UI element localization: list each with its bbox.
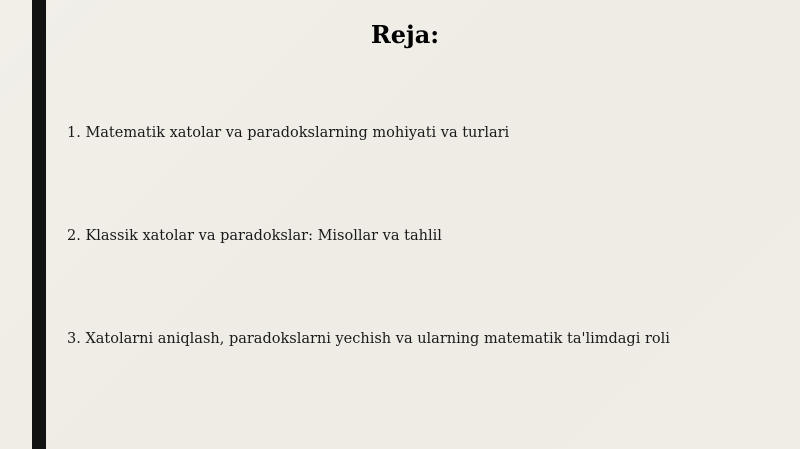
accent-bar xyxy=(32,0,46,449)
plan-item-1: 1. Matematik xatolar va paradokslarning mohiyati va turlari xyxy=(67,125,510,141)
slide-title: Reja: xyxy=(370,20,440,49)
plan-item-2: 2. Klassik xatolar va paradokslar: Misollar va tahlil xyxy=(67,228,442,244)
plan-item-3: 3. Xatolarni aniqlash, paradokslarni yechish va ularning matematik ta'limdagi roli xyxy=(67,331,670,347)
